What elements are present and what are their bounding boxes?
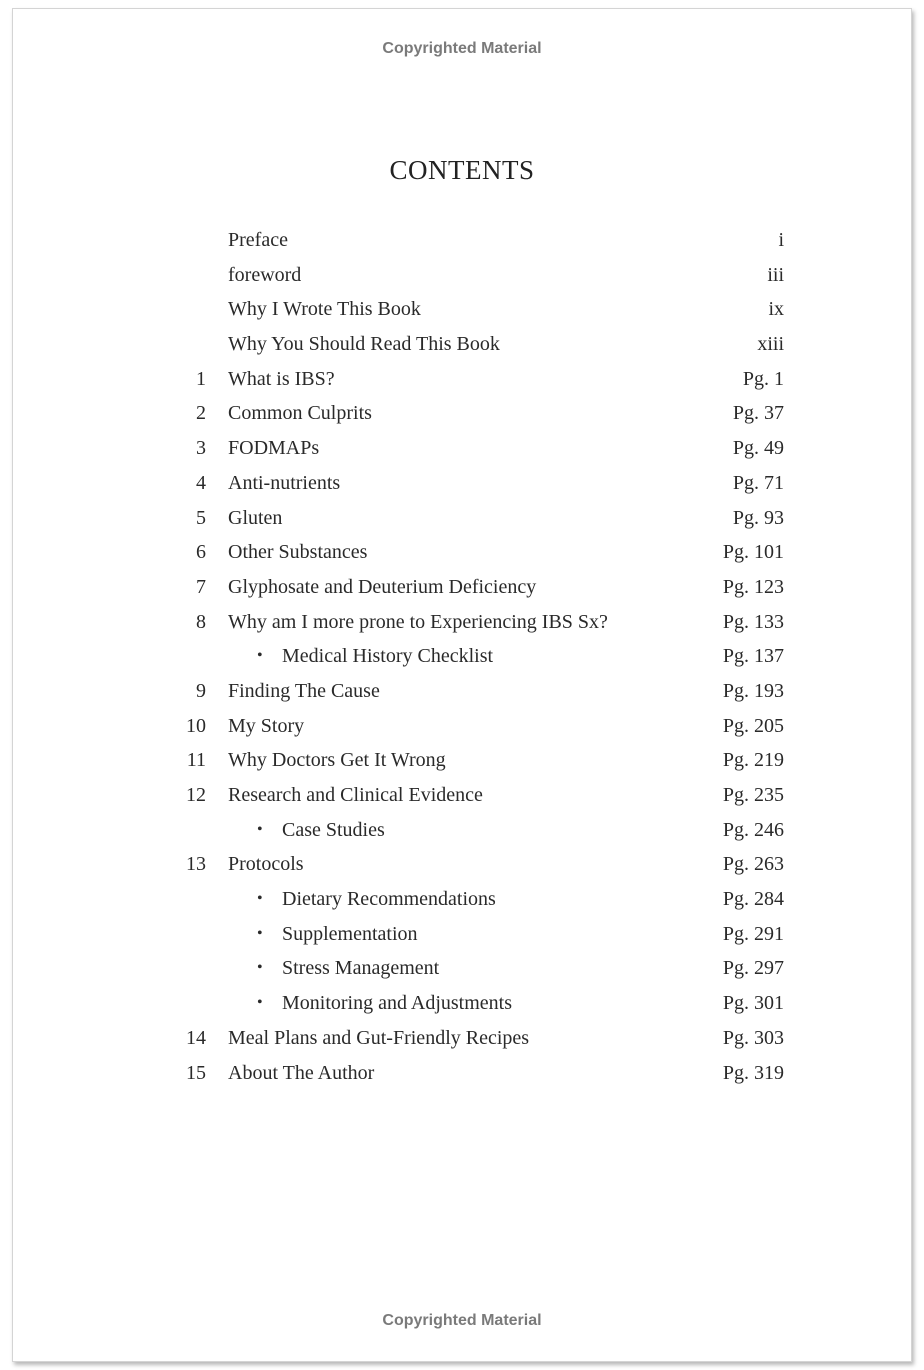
toc-entry	[13, 223, 911, 258]
page-number: Pg. 123	[722, 575, 784, 598]
chapter-number: 9	[196, 679, 206, 702]
bullet-icon: •	[257, 994, 263, 1012]
chapter-number: 14	[186, 1026, 206, 1049]
entry-title: Research and Clinical Evidence	[228, 784, 483, 806]
bullet-icon: •	[257, 820, 263, 838]
entry-title: Supplementation	[282, 922, 418, 945]
toc-entry	[13, 258, 911, 293]
entry-title: Medical History Checklist	[282, 645, 494, 668]
toc-entry	[13, 327, 911, 362]
toc-entry	[13, 743, 911, 778]
header-copyright-notice: Copyrighted Material	[382, 40, 542, 57]
chapter-number: 15	[186, 1061, 206, 1084]
chapter-number: 7	[196, 575, 206, 598]
chapter-number: 4	[196, 471, 206, 494]
page-number: Pg. 284	[722, 888, 784, 911]
page-number: Pg. 235	[722, 784, 784, 806]
page-number: iii	[767, 263, 784, 286]
entry-title: foreword	[228, 263, 302, 286]
chapter-number: 10	[186, 714, 206, 737]
entry-title: Dietary Recommendations	[282, 888, 496, 911]
bullet-icon: •	[257, 647, 263, 665]
toc-subentry	[13, 639, 911, 674]
page-number: Pg. 71	[732, 471, 784, 494]
page-number: Pg. 291	[722, 922, 784, 945]
page-title: CONTENTS	[389, 155, 535, 185]
page-number: Pg. 301	[722, 992, 784, 1015]
page-number: Pg. 1	[742, 367, 784, 390]
entry-title: Why I Wrote This Book	[228, 298, 421, 321]
chapter-number: 13	[186, 853, 206, 876]
page-number: Pg. 193	[722, 679, 784, 702]
toc-entry	[13, 709, 911, 744]
page-number: Pg. 219	[722, 749, 784, 772]
entry-title: Monitoring and Adjustments	[282, 992, 512, 1015]
entry-title: Preface	[228, 229, 288, 251]
toc-entry	[13, 535, 911, 570]
chapter-number: 5	[196, 506, 206, 529]
page-number: Pg. 303	[722, 1026, 784, 1049]
entry-title: Common Culprits	[228, 402, 372, 425]
chapter-number: 6	[196, 541, 206, 564]
toc-entry	[13, 501, 911, 536]
entry-title: What is IBS?	[228, 367, 335, 390]
page-number: Pg. 101	[722, 541, 784, 564]
book-page	[12, 8, 912, 1362]
chapter-number: 8	[196, 610, 206, 633]
toc-entry	[13, 396, 911, 431]
toc-entry	[13, 605, 911, 640]
toc-subentry	[13, 917, 911, 952]
entry-title: My Story	[228, 714, 305, 737]
toc-subentry	[13, 813, 911, 848]
entry-title: Why You Should Read This Book	[228, 333, 500, 356]
page-number: Pg. 263	[722, 853, 784, 876]
table-of-contents	[13, 223, 911, 1090]
bullet-icon: •	[257, 890, 263, 908]
toc-entry	[13, 570, 911, 605]
entry-title: Why am I more prone to Experiencing IBS Sx?	[228, 610, 608, 633]
entry-title: About The Author	[228, 1061, 375, 1084]
page-number: Pg. 93	[732, 506, 784, 529]
toc-entry	[13, 466, 911, 501]
entry-title: Other Substances	[228, 541, 368, 564]
toc-entry	[13, 674, 911, 709]
page-number: Pg. 137	[722, 645, 784, 668]
toc-entry	[13, 431, 911, 466]
page-number: ix	[768, 298, 784, 321]
chapter-number: 1	[196, 367, 206, 390]
footer-copyright-notice: Copyrighted Material	[382, 1312, 542, 1329]
toc-entry	[13, 847, 911, 882]
chapter-number: 2	[196, 402, 206, 425]
page-number: Pg. 49	[732, 437, 784, 460]
toc-entry	[13, 1021, 911, 1056]
entry-title: Finding The Cause	[228, 679, 380, 702]
bullet-icon: •	[257, 959, 263, 977]
page-number: i	[778, 229, 784, 251]
entry-title: Case Studies	[282, 818, 385, 841]
page-number: Pg. 319	[722, 1061, 784, 1084]
chapter-number: 12	[186, 784, 206, 806]
page-number: Pg. 205	[722, 714, 784, 737]
page-number: xiii	[757, 333, 784, 356]
entry-title: Glyphosate and Deuterium Deficiency	[228, 575, 537, 598]
toc-subentry	[13, 986, 911, 1021]
entry-title: Stress Management	[282, 957, 440, 980]
chapter-number: 3	[196, 437, 206, 460]
toc-entry	[13, 1056, 911, 1091]
page-number: Pg. 37	[732, 402, 784, 425]
page-number: Pg. 133	[722, 610, 784, 633]
entry-title: Why Doctors Get It Wrong	[228, 749, 446, 772]
entry-title: Protocols	[228, 853, 304, 876]
toc-entry	[13, 778, 911, 813]
toc-entry	[13, 292, 911, 327]
page-number: Pg. 246	[722, 818, 784, 841]
entry-title: Anti-nutrients	[228, 471, 341, 494]
entry-title: Meal Plans and Gut-Friendly Recipes	[228, 1026, 530, 1049]
toc-subentry	[13, 882, 911, 917]
entry-title: Gluten	[228, 506, 283, 529]
bullet-icon: •	[257, 924, 263, 942]
entry-title: FODMAPs	[228, 437, 320, 460]
chapter-number: 11	[186, 749, 206, 772]
page-number: Pg. 297	[722, 957, 784, 980]
toc-subentry	[13, 951, 911, 986]
toc-entry	[13, 362, 911, 397]
